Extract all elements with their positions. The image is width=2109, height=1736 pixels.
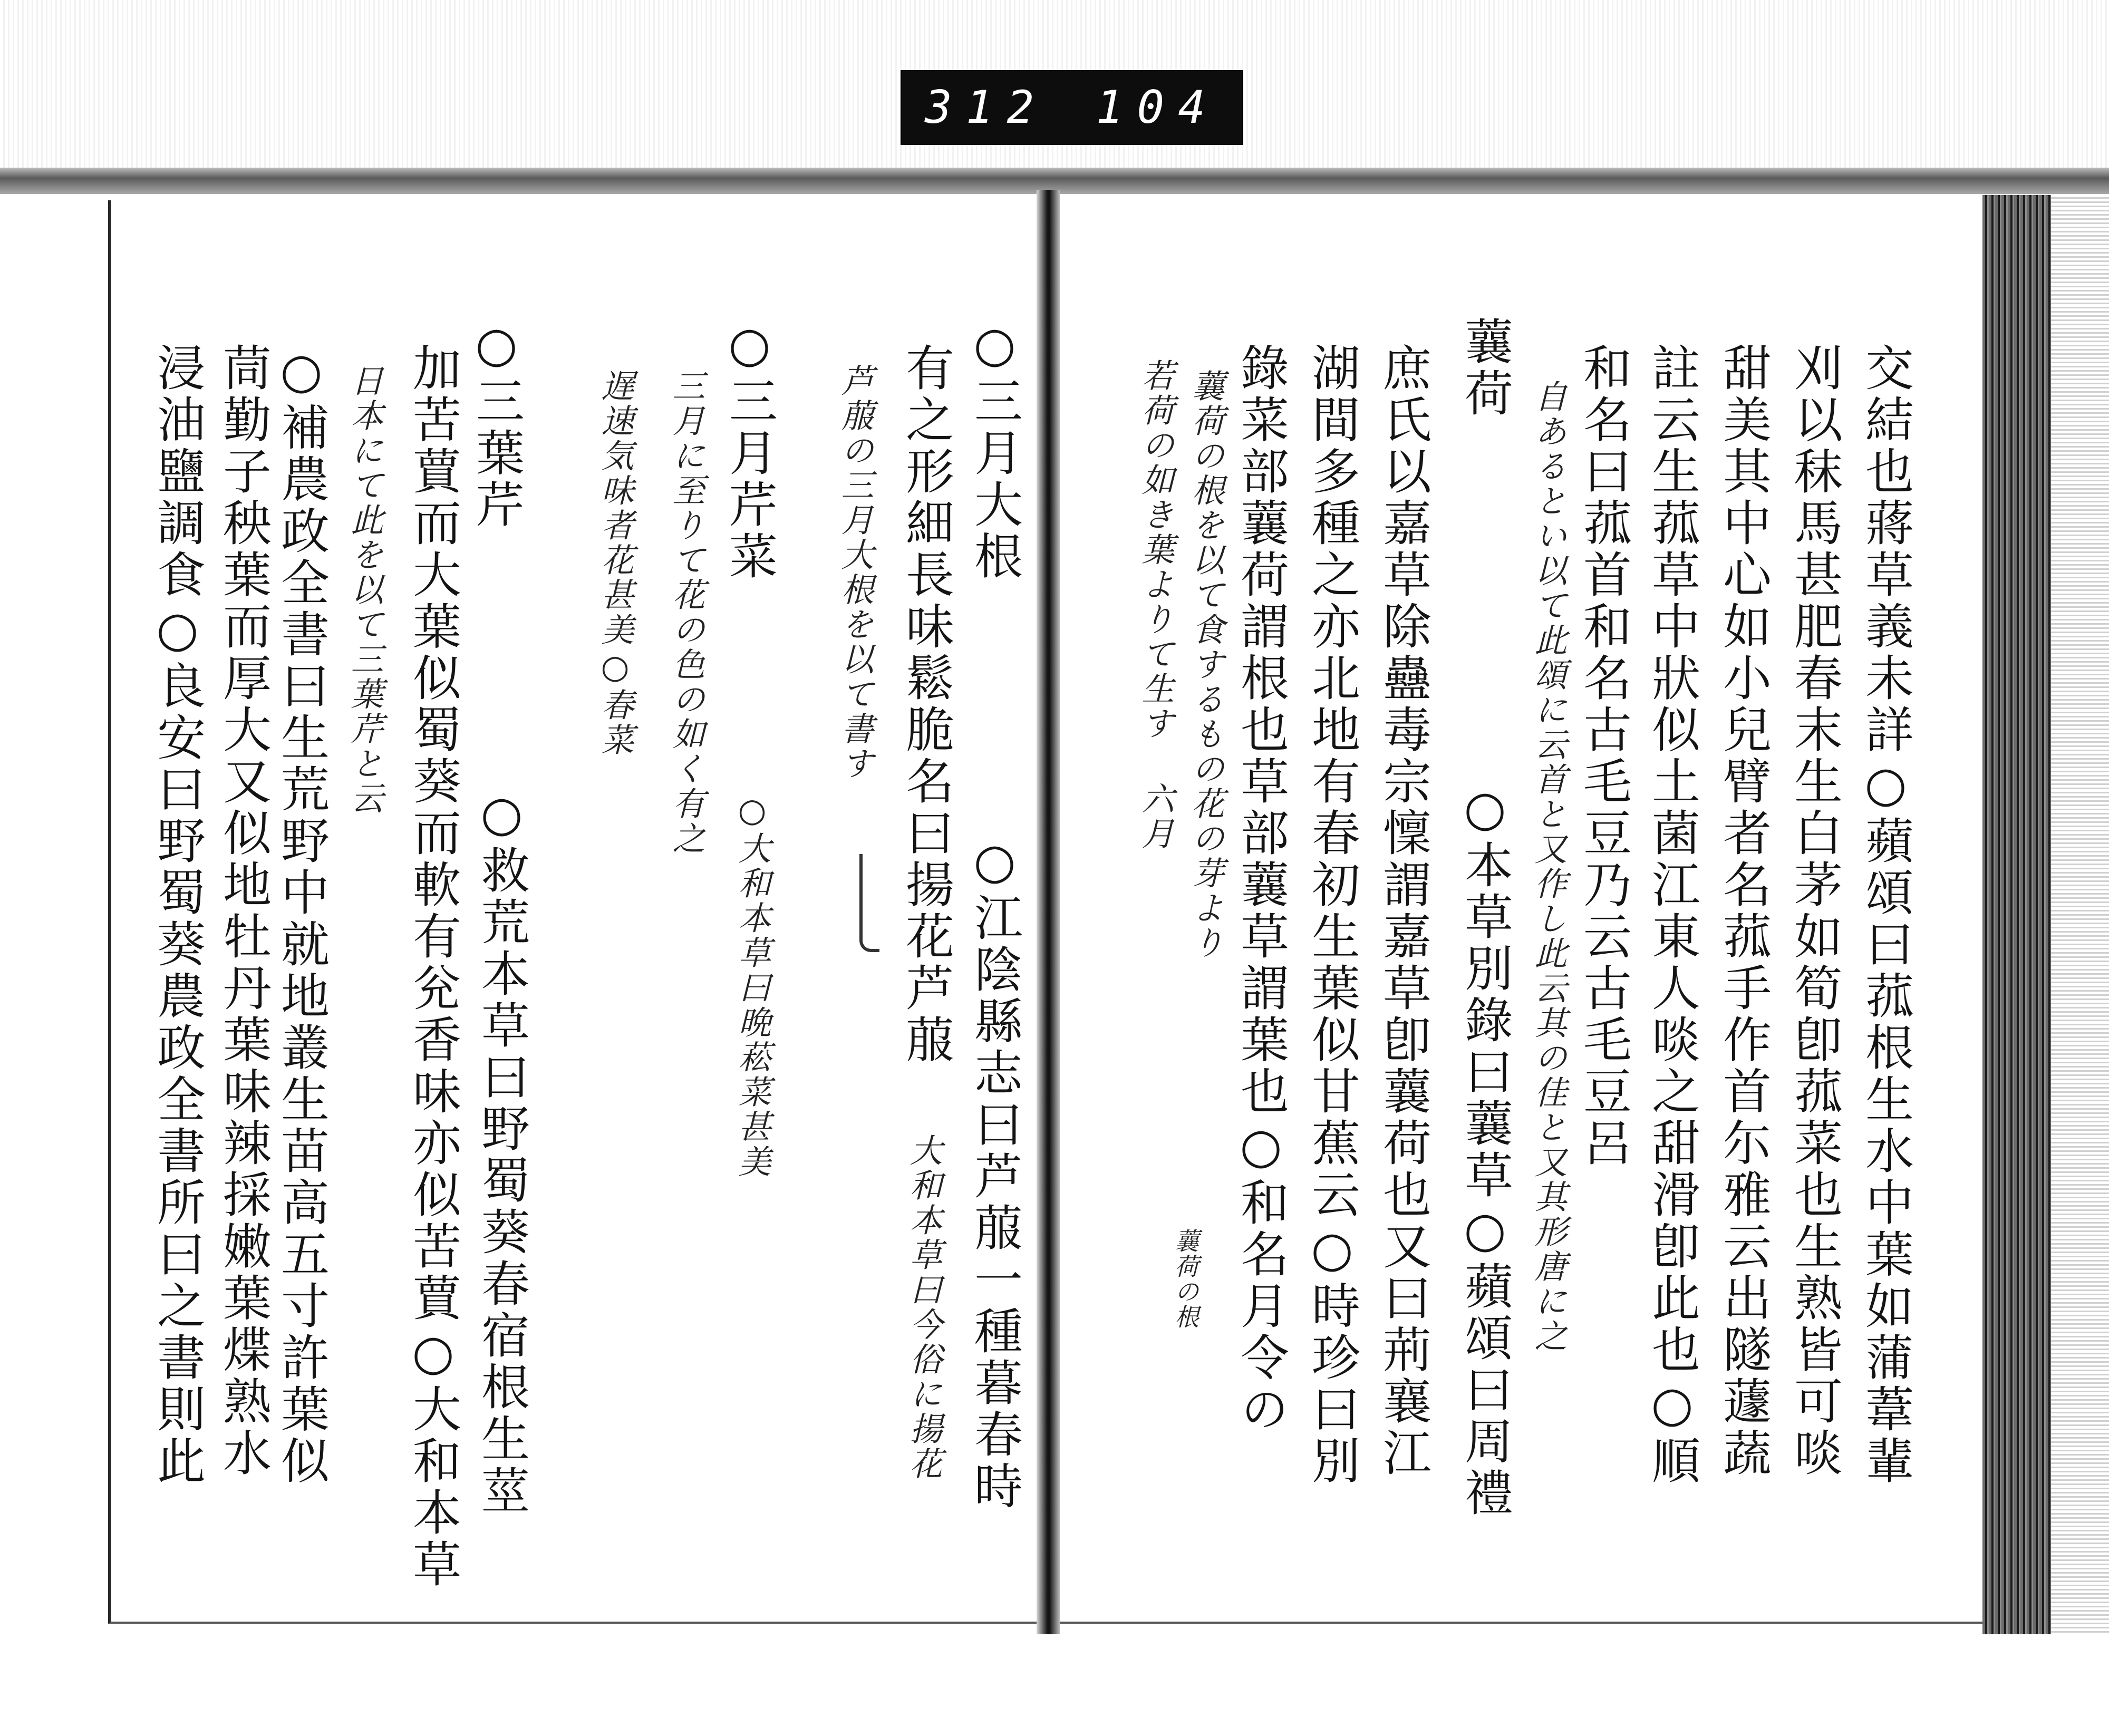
label-number-right: 104 <box>1096 81 1219 134</box>
section-heading: ○三月大根 <box>966 316 1023 583</box>
page-stack-edge <box>1982 195 2051 1640</box>
section-heading: ○三月芹菜 <box>721 316 778 583</box>
text-column: 湖間多種之亦北地有春初生葉似甘蕉云○時珍曰別 <box>1304 343 1360 1487</box>
text-column: 浸油鹽調食○良安曰野蜀葵農政全書所曰之書則此 <box>149 343 206 1487</box>
book-gutter <box>1037 190 1060 1736</box>
text-column: 茼勤子秧葉而厚大又似地牡丹葉味辣採嫩葉煠熟水 <box>215 343 272 1479</box>
text-column: 庶氏以嘉草除蠱毒宗懍謂嘉草卽蘘荷也又曰荊襄江 <box>1375 343 1431 1479</box>
text-bracket <box>859 854 879 952</box>
text-column-cursive: 日本にて此を以て三葉芹と云 <box>345 364 384 816</box>
text-column-cursive: 遅速気味者花甚美○春菜 <box>596 369 634 758</box>
text-column: 交結也蔣草義未詳○蘋頌曰菰根生水中葉如蒲葦輩 <box>1858 343 1914 1487</box>
text-column: ○補農政全書曰生荒野中就地叢生苗高五寸許葉似 <box>273 343 330 1487</box>
text-column-cursive: ○大和本草曰晩菘菜甚美 <box>733 791 771 1179</box>
scan-bottom-margin <box>0 1634 2109 1736</box>
text-column-cursive: 若荷の如き葉よりて生す 六月 <box>1136 358 1175 851</box>
text-column-cursive: 三月に至りて花の色の如く有之 <box>667 369 705 856</box>
text-column: 刈以秣馬甚肥春末生白茅如筍卽菰菜也生熟皆可啖 <box>1786 343 1843 1479</box>
text-column-cursive: 蘘荷の根を以て食するもの花の芽より <box>1186 369 1225 961</box>
section-heading: 蘘荷 <box>1457 316 1513 420</box>
scan-margin <box>2051 195 2109 1640</box>
text-column: ○本草別錄曰蘘草○蘋頌曰周禮 <box>1457 780 1513 1519</box>
text-column-cursive: 大和本草曰今俗に揚花 <box>904 1133 943 1481</box>
text-column: 有之形細長味鬆脆名曰揚花芦菔 <box>898 343 954 1066</box>
text-column: 錄菜部蘘荷謂根也草部蘘草謂葉也○和名月令の <box>1233 343 1289 1436</box>
text-column: 甜美其中心如小兒臂者名菰手作首尓雅云出隧蘧蔬 <box>1715 343 1772 1479</box>
text-column: ○救荒本草曰野蜀葵春宿根生莖 <box>473 785 530 1517</box>
section-heading: ○三葉芹 <box>468 316 525 531</box>
text-column: 加苦蕒而大葉似蜀葵而軟有兊香味亦似苦蕒○大和本草 <box>405 343 461 1590</box>
text-column-cursive: 芦菔の三月大根を以て書す <box>836 364 874 781</box>
text-column: ○江陰縣志曰芦菔一種暮春時 <box>966 833 1023 1512</box>
text-column-cursive: 自あるとい以て此頌に云首と又作し此云其の佳と又其形唐に之 <box>1529 380 1568 1354</box>
archive-number-label <box>901 70 1243 145</box>
text-column: 註云生菰草中狀似土菌江東人啖之甜滑卽此也○順 <box>1644 343 1700 1487</box>
text-column: 和名曰菰首和名古毛豆乃云古毛豆呂 <box>1575 343 1632 1169</box>
label-number-left: 312 <box>925 81 1048 134</box>
annotation-small: 蘘荷の根 <box>1171 1228 1199 1330</box>
